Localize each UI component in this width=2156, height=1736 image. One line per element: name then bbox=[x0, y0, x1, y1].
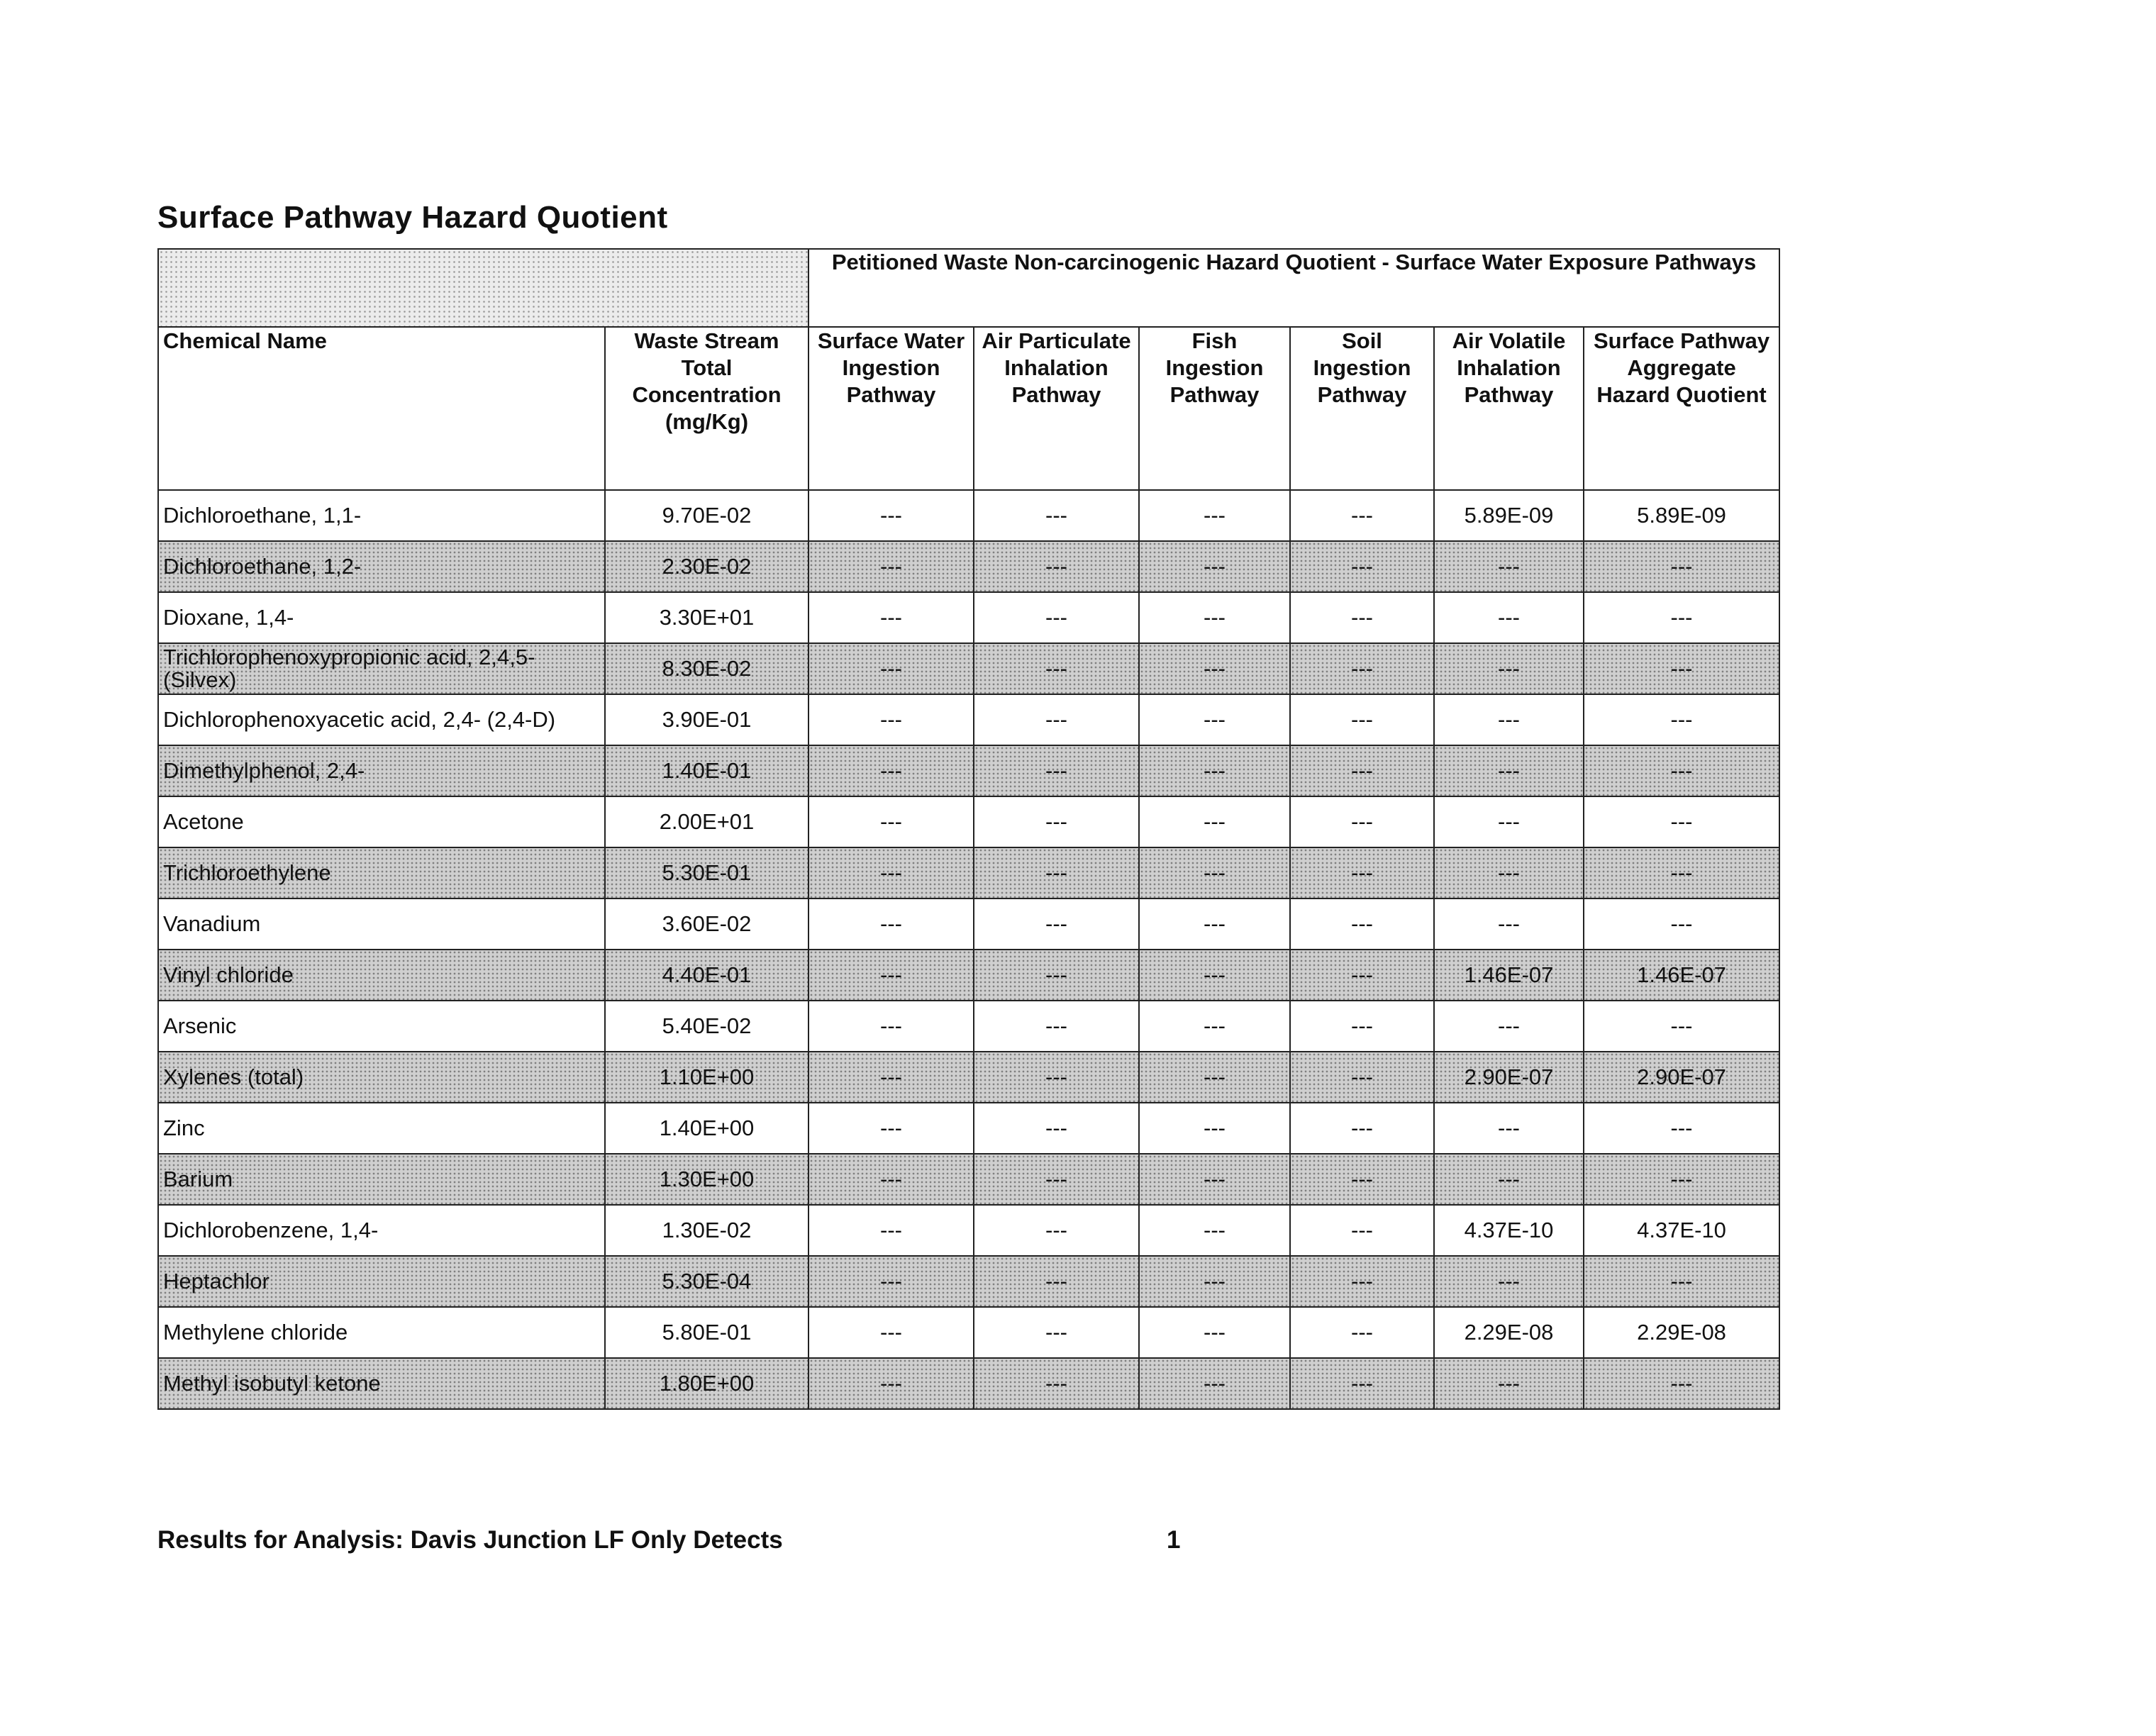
column-header-concentration: Waste Stream Total Concentration (mg/Kg) bbox=[605, 327, 808, 490]
column-header-surface-water-ingestion: Surface Water Ingestion Pathway bbox=[808, 327, 974, 490]
chemical-name-cell: Heptachlor bbox=[158, 1256, 605, 1307]
column-header-row bbox=[158, 327, 1779, 490]
air-particulate-inhalation-cell: --- bbox=[974, 796, 1139, 847]
fish-ingestion-cell: --- bbox=[1139, 1154, 1290, 1205]
table-row bbox=[158, 847, 1779, 898]
surface-water-ingestion-cell: --- bbox=[808, 950, 974, 1001]
soil-ingestion-cell: --- bbox=[1290, 694, 1434, 745]
aggregate-hazard-quotient-cell: --- bbox=[1584, 541, 1779, 592]
air-particulate-inhalation-cell: --- bbox=[974, 1307, 1139, 1358]
air-particulate-inhalation-cell: --- bbox=[974, 898, 1139, 950]
aggregate-hazard-quotient-cell: --- bbox=[1584, 1103, 1779, 1154]
aggregate-hazard-quotient-cell: --- bbox=[1584, 796, 1779, 847]
blank-header-cell bbox=[158, 249, 808, 327]
surface-water-ingestion-cell: --- bbox=[808, 643, 974, 694]
chemical-name-cell: Trichlorophenoxypropionic acid, 2,4,5- (Silvex) bbox=[158, 643, 605, 694]
table-row bbox=[158, 1052, 1779, 1103]
soil-ingestion-cell: --- bbox=[1290, 847, 1434, 898]
soil-ingestion-cell: --- bbox=[1290, 1103, 1434, 1154]
air-particulate-inhalation-cell: --- bbox=[974, 592, 1139, 643]
air-volatile-inhalation-cell: --- bbox=[1434, 643, 1584, 694]
fish-ingestion-cell: --- bbox=[1139, 847, 1290, 898]
air-volatile-inhalation-cell: --- bbox=[1434, 847, 1584, 898]
concentration-cell: 2.30E-02 bbox=[605, 541, 808, 592]
surface-water-ingestion-cell: --- bbox=[808, 1256, 974, 1307]
air-particulate-inhalation-cell: --- bbox=[974, 1358, 1139, 1409]
surface-water-ingestion-cell: --- bbox=[808, 745, 974, 796]
fish-ingestion-cell: --- bbox=[1139, 796, 1290, 847]
table-row bbox=[158, 1103, 1779, 1154]
surface-water-ingestion-cell: --- bbox=[808, 694, 974, 745]
chemical-name-cell: Acetone bbox=[158, 796, 605, 847]
aggregate-hazard-quotient-cell: --- bbox=[1584, 847, 1779, 898]
table-row bbox=[158, 1256, 1779, 1307]
soil-ingestion-cell: --- bbox=[1290, 541, 1434, 592]
chemical-name-cell: Xylenes (total) bbox=[158, 1052, 605, 1103]
air-particulate-inhalation-cell: --- bbox=[974, 745, 1139, 796]
aggregate-hazard-quotient-cell: 2.90E-07 bbox=[1584, 1052, 1779, 1103]
air-particulate-inhalation-cell: --- bbox=[974, 1103, 1139, 1154]
chemical-name-cell: Zinc bbox=[158, 1103, 605, 1154]
fish-ingestion-cell: --- bbox=[1139, 1052, 1290, 1103]
air-volatile-inhalation-cell: 2.29E-08 bbox=[1434, 1307, 1584, 1358]
table-row bbox=[158, 490, 1779, 541]
concentration-cell: 3.30E+01 bbox=[605, 592, 808, 643]
table-row bbox=[158, 1154, 1779, 1205]
fish-ingestion-cell: --- bbox=[1139, 745, 1290, 796]
concentration-cell: 3.90E-01 bbox=[605, 694, 808, 745]
air-volatile-inhalation-cell: --- bbox=[1434, 796, 1584, 847]
aggregate-hazard-quotient-cell: 5.89E-09 bbox=[1584, 490, 1779, 541]
soil-ingestion-cell: --- bbox=[1290, 1358, 1434, 1409]
air-volatile-inhalation-cell: --- bbox=[1434, 694, 1584, 745]
aggregate-hazard-quotient-cell: --- bbox=[1584, 1154, 1779, 1205]
fish-ingestion-cell: --- bbox=[1139, 898, 1290, 950]
air-volatile-inhalation-cell: 4.37E-10 bbox=[1434, 1205, 1584, 1256]
air-particulate-inhalation-cell: --- bbox=[974, 541, 1139, 592]
column-header-chemical-name: Chemical Name bbox=[158, 327, 605, 490]
soil-ingestion-cell: --- bbox=[1290, 490, 1434, 541]
soil-ingestion-cell: --- bbox=[1290, 1154, 1434, 1205]
surface-water-ingestion-cell: --- bbox=[808, 898, 974, 950]
air-particulate-inhalation-cell: --- bbox=[974, 1052, 1139, 1103]
aggregate-hazard-quotient-cell: --- bbox=[1584, 1001, 1779, 1052]
fish-ingestion-cell: --- bbox=[1139, 1001, 1290, 1052]
table-row bbox=[158, 796, 1779, 847]
air-particulate-inhalation-cell: --- bbox=[974, 1001, 1139, 1052]
aggregate-hazard-quotient-cell: --- bbox=[1584, 898, 1779, 950]
chemical-name-cell: Trichloroethylene bbox=[158, 847, 605, 898]
table-row bbox=[158, 1205, 1779, 1256]
air-volatile-inhalation-cell: 5.89E-09 bbox=[1434, 490, 1584, 541]
concentration-cell: 3.60E-02 bbox=[605, 898, 808, 950]
air-particulate-inhalation-cell: --- bbox=[974, 950, 1139, 1001]
surface-water-ingestion-cell: --- bbox=[808, 1307, 974, 1358]
soil-ingestion-cell: --- bbox=[1290, 643, 1434, 694]
aggregate-hazard-quotient-cell: 2.29E-08 bbox=[1584, 1307, 1779, 1358]
chemical-name-cell: Dioxane, 1,4- bbox=[158, 592, 605, 643]
concentration-cell: 1.30E+00 bbox=[605, 1154, 808, 1205]
concentration-cell: 1.80E+00 bbox=[605, 1358, 808, 1409]
fish-ingestion-cell: --- bbox=[1139, 541, 1290, 592]
surface-water-ingestion-cell: --- bbox=[808, 847, 974, 898]
fish-ingestion-cell: --- bbox=[1139, 1103, 1290, 1154]
concentration-cell: 5.40E-02 bbox=[605, 1001, 808, 1052]
soil-ingestion-cell: --- bbox=[1290, 1001, 1434, 1052]
chemical-name-cell: Dichloroethane, 1,2- bbox=[158, 541, 605, 592]
air-particulate-inhalation-cell: --- bbox=[974, 1154, 1139, 1205]
concentration-cell: 5.30E-01 bbox=[605, 847, 808, 898]
chemical-name-cell: Arsenic bbox=[158, 1001, 605, 1052]
table-row bbox=[158, 1307, 1779, 1358]
air-volatile-inhalation-cell: --- bbox=[1434, 1001, 1584, 1052]
fish-ingestion-cell: --- bbox=[1139, 1256, 1290, 1307]
table-row bbox=[158, 1001, 1779, 1052]
soil-ingestion-cell: --- bbox=[1290, 1052, 1434, 1103]
air-volatile-inhalation-cell: 1.46E-07 bbox=[1434, 950, 1584, 1001]
concentration-cell: 2.00E+01 bbox=[605, 796, 808, 847]
fish-ingestion-cell: --- bbox=[1139, 1307, 1290, 1358]
table-row bbox=[158, 1358, 1779, 1409]
aggregate-hazard-quotient-cell: --- bbox=[1584, 1256, 1779, 1307]
surface-water-ingestion-cell: --- bbox=[808, 541, 974, 592]
air-volatile-inhalation-cell: --- bbox=[1434, 898, 1584, 950]
footer-text: Results for Analysis: Davis Junction LF Only Detects bbox=[157, 1526, 783, 1554]
air-particulate-inhalation-cell: --- bbox=[974, 694, 1139, 745]
concentration-cell: 1.40E-01 bbox=[605, 745, 808, 796]
surface-water-ingestion-cell: --- bbox=[808, 1103, 974, 1154]
aggregate-hazard-quotient-cell: 1.46E-07 bbox=[1584, 950, 1779, 1001]
air-volatile-inhalation-cell: --- bbox=[1434, 1103, 1584, 1154]
air-particulate-inhalation-cell: --- bbox=[974, 643, 1139, 694]
chemical-name-cell: Vinyl chloride bbox=[158, 950, 605, 1001]
air-volatile-inhalation-cell: --- bbox=[1434, 1358, 1584, 1409]
chemical-name-cell: Dimethylphenol, 2,4- bbox=[158, 745, 605, 796]
table-row bbox=[158, 950, 1779, 1001]
table-row bbox=[158, 898, 1779, 950]
air-volatile-inhalation-cell: --- bbox=[1434, 745, 1584, 796]
fish-ingestion-cell: --- bbox=[1139, 950, 1290, 1001]
page-number: 1 bbox=[1167, 1526, 1181, 1554]
concentration-cell: 1.40E+00 bbox=[605, 1103, 808, 1154]
air-volatile-inhalation-cell: --- bbox=[1434, 541, 1584, 592]
column-header-fish-ingestion: Fish Ingestion Pathway bbox=[1139, 327, 1290, 490]
concentration-cell: 5.80E-01 bbox=[605, 1307, 808, 1358]
soil-ingestion-cell: --- bbox=[1290, 1205, 1434, 1256]
fish-ingestion-cell: --- bbox=[1139, 1358, 1290, 1409]
air-particulate-inhalation-cell: --- bbox=[974, 847, 1139, 898]
soil-ingestion-cell: --- bbox=[1290, 796, 1434, 847]
table-row bbox=[158, 745, 1779, 796]
chemical-name-cell: Dichlorophenoxyacetic acid, 2,4- (2,4-D) bbox=[158, 694, 605, 745]
aggregate-hazard-quotient-cell: --- bbox=[1584, 694, 1779, 745]
air-volatile-inhalation-cell: --- bbox=[1434, 592, 1584, 643]
chemical-name-cell: Vanadium bbox=[158, 898, 605, 950]
group-header-row bbox=[158, 249, 1779, 327]
fish-ingestion-cell: --- bbox=[1139, 643, 1290, 694]
surface-water-ingestion-cell: --- bbox=[808, 1001, 974, 1052]
page-title: Surface Pathway Hazard Quotient bbox=[157, 200, 668, 235]
column-header-air-volatile-inhalation: Air Volatile Inhalation Pathway bbox=[1434, 327, 1584, 490]
concentration-cell: 5.30E-04 bbox=[605, 1256, 808, 1307]
air-particulate-inhalation-cell: --- bbox=[974, 1256, 1139, 1307]
surface-water-ingestion-cell: --- bbox=[808, 796, 974, 847]
surface-water-ingestion-cell: --- bbox=[808, 1052, 974, 1103]
surface-water-ingestion-cell: --- bbox=[808, 592, 974, 643]
fish-ingestion-cell: --- bbox=[1139, 1205, 1290, 1256]
table-row bbox=[158, 643, 1779, 694]
chemical-name-cell: Dichloroethane, 1,1- bbox=[158, 490, 605, 541]
fish-ingestion-cell: --- bbox=[1139, 694, 1290, 745]
aggregate-hazard-quotient-cell: --- bbox=[1584, 643, 1779, 694]
concentration-cell: 9.70E-02 bbox=[605, 490, 808, 541]
concentration-cell: 1.30E-02 bbox=[605, 1205, 808, 1256]
aggregate-hazard-quotient-cell: --- bbox=[1584, 1358, 1779, 1409]
aggregate-hazard-quotient-cell: 4.37E-10 bbox=[1584, 1205, 1779, 1256]
chemical-name-cell: Methylene chloride bbox=[158, 1307, 605, 1358]
air-particulate-inhalation-cell: --- bbox=[974, 490, 1139, 541]
column-header-aggregate-hazard-quotient: Surface Pathway Aggregate Hazard Quotient bbox=[1584, 327, 1779, 490]
hazard-quotient-table bbox=[157, 248, 1780, 1410]
table-row bbox=[158, 592, 1779, 643]
air-volatile-inhalation-cell: --- bbox=[1434, 1256, 1584, 1307]
table-row bbox=[158, 694, 1779, 745]
air-volatile-inhalation-cell: 2.90E-07 bbox=[1434, 1052, 1584, 1103]
concentration-cell: 1.10E+00 bbox=[605, 1052, 808, 1103]
soil-ingestion-cell: --- bbox=[1290, 592, 1434, 643]
surface-water-ingestion-cell: --- bbox=[808, 1154, 974, 1205]
column-header-air-particulate-inhalation: Air Particulate Inhalation Pathway bbox=[974, 327, 1139, 490]
surface-water-ingestion-cell: --- bbox=[808, 1358, 974, 1409]
concentration-cell: 4.40E-01 bbox=[605, 950, 808, 1001]
soil-ingestion-cell: --- bbox=[1290, 950, 1434, 1001]
air-volatile-inhalation-cell: --- bbox=[1434, 1154, 1584, 1205]
group-header: Petitioned Waste Non-carcinogenic Hazard Quotient - Surface Water Exposure Pathways bbox=[808, 249, 1779, 327]
soil-ingestion-cell: --- bbox=[1290, 1307, 1434, 1358]
soil-ingestion-cell: --- bbox=[1290, 745, 1434, 796]
surface-water-ingestion-cell: --- bbox=[808, 490, 974, 541]
concentration-cell: 8.30E-02 bbox=[605, 643, 808, 694]
aggregate-hazard-quotient-cell: --- bbox=[1584, 592, 1779, 643]
table-body bbox=[158, 490, 1779, 1409]
fish-ingestion-cell: --- bbox=[1139, 592, 1290, 643]
column-header-soil-ingestion: Soil Ingestion Pathway bbox=[1290, 327, 1434, 490]
table-row bbox=[158, 541, 1779, 592]
aggregate-hazard-quotient-cell: --- bbox=[1584, 745, 1779, 796]
air-particulate-inhalation-cell: --- bbox=[974, 1205, 1139, 1256]
fish-ingestion-cell: --- bbox=[1139, 490, 1290, 541]
chemical-name-cell: Methyl isobutyl ketone bbox=[158, 1358, 605, 1409]
surface-water-ingestion-cell: --- bbox=[808, 1205, 974, 1256]
chemical-name-cell: Dichlorobenzene, 1,4- bbox=[158, 1205, 605, 1256]
soil-ingestion-cell: --- bbox=[1290, 1256, 1434, 1307]
soil-ingestion-cell: --- bbox=[1290, 898, 1434, 950]
chemical-name-cell: Barium bbox=[158, 1154, 605, 1205]
